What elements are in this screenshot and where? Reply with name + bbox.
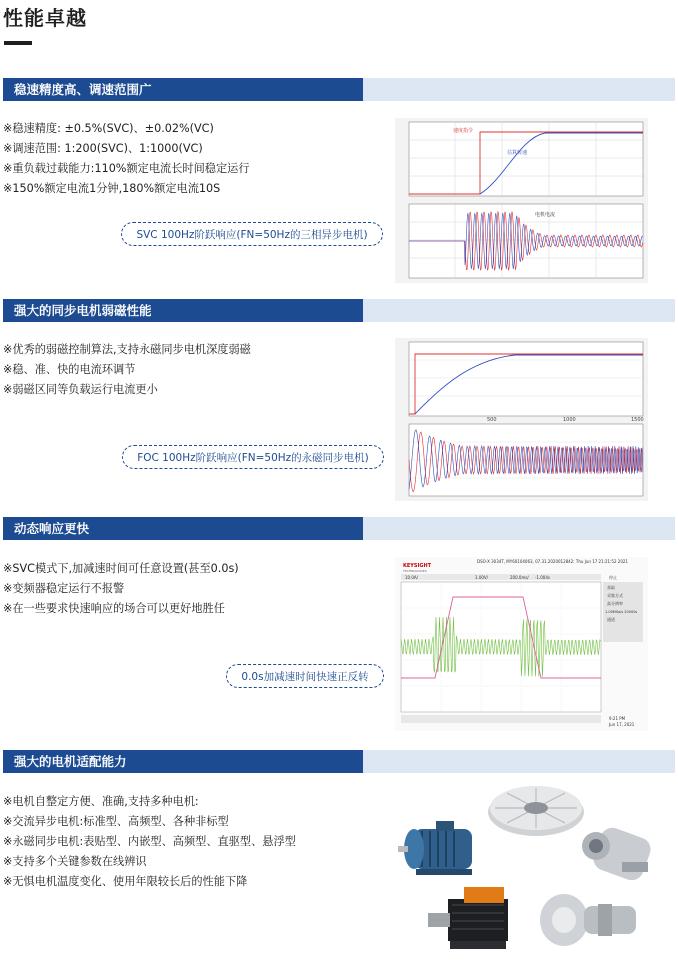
bullet-list-motors [3, 792, 296, 892]
list-item: ※无惧电机温度变化、使用年限较长后的性能下降 [3, 875, 248, 888]
list-item: ※弱磁区同等负载运行电流更小 [3, 383, 158, 396]
scope-brand-sub: TECHNOLOGIES [403, 569, 427, 573]
scope-date: Jun 17, 2021 [609, 722, 635, 727]
scope-panel-label: 获取 [607, 585, 615, 590]
section-heading: 动态响应更快 [3, 517, 363, 540]
list-item: ※重负载过载能力:110%额定电流长时间稳定运行 [3, 162, 250, 175]
list-item: ※支持多个关键参数在线辨识 [3, 855, 147, 868]
caption-svc-step-response: SVC 100Hz阶跃响应(FN=50Hz的三相异步电机) [121, 222, 383, 246]
caption-foc-step-response: FOC 100Hz阶跃响应(FN=50Hz的永磁同步电机) [122, 445, 384, 469]
scope-status: -1.004s [535, 575, 550, 580]
list-item: ※优秀的弱磁控制算法,支持永磁同步电机深度弱磁 [3, 343, 251, 356]
list-item: ※稳速精度: ±0.5%(SVC)、±0.02%(VC) [3, 122, 214, 135]
motor-photo-induction [396, 815, 492, 889]
scope-panel-label: 通道 [607, 617, 615, 622]
list-item: ※调速范围: 1:200(SVC)、1:1000(VC) [3, 142, 203, 155]
section-header-fill [363, 78, 675, 101]
legend-feedback: 估算转速 [507, 150, 528, 156]
section-header-fill [363, 517, 675, 540]
scope-time: 9:21 PM [609, 716, 626, 721]
tick-label: 1000 [563, 417, 576, 423]
section-heading: 强大的同步电机弱磁性能 [3, 299, 363, 322]
scope-status: 1.00V/ [475, 575, 488, 580]
scope-status: 200.0ms/ [510, 575, 529, 580]
tick-label: 1500 [631, 417, 644, 423]
list-item: ※150%额定电流1分钟,180%额定电流10S [3, 182, 221, 195]
oscilloscope-screenshot [395, 557, 648, 731]
page-title: 性能卓越 [3, 6, 87, 30]
scope-panel-label: 采集方式 [607, 593, 623, 598]
bullet-list-flux [3, 340, 251, 400]
list-item: ※永磁同步电机:表贴型、内嵌型、高频型、直驱型、悬浮型 [3, 835, 296, 848]
scope-status: 停止 [609, 575, 617, 580]
motor-photo-suspension [536, 884, 646, 963]
list-item: ※交流异步电机:标准型、高频型、各种非标型 [3, 815, 229, 828]
scope-panel-label: 1.00MSa/s 20000s [605, 610, 638, 614]
list-item: ※稳、准、快的电流环调节 [3, 363, 136, 376]
scope-panel-label: 高分辨率 [607, 601, 623, 606]
section-header-fill [363, 299, 675, 322]
section-heading: 强大的电机适配能力 [3, 750, 363, 773]
section-heading: 稳速精度高、调速范围广 [3, 78, 363, 101]
list-item: ※变频器稳定运行不报警 [3, 582, 125, 595]
section-header-speed-accuracy [3, 78, 675, 101]
scope-brand-logo: KEYSIGHT [403, 563, 432, 569]
list-item: ※在一些要求快速响应的场合可以更好地胜任 [3, 602, 225, 615]
foc-step-response-figure [395, 338, 648, 501]
bullet-list-dynamic [3, 559, 239, 619]
section-header-fill [363, 750, 675, 773]
section-header-flux-weakening [3, 299, 675, 322]
section-header-dynamic-response [3, 517, 675, 540]
scope-status: 10.0A/ [405, 575, 418, 580]
legend-command: 速度指令 [453, 128, 474, 134]
bullet-list-speed [3, 119, 250, 199]
list-item: ※SVC模式下,加减速时间可任意设置(甚至0.0s) [3, 562, 239, 575]
list-item: ※电机自整定方便、准确,支持多种电机: [3, 795, 199, 808]
section-header-motor-adaptation [3, 750, 675, 773]
scope-header: DSO-X 3034T, MY60104063, 07.31.2020012842: Thu Jun 17 21:21:52 2021 [477, 559, 628, 564]
motor-photo-high-frequency [420, 885, 530, 964]
legend-current: 电机电流 [535, 212, 556, 218]
tick-label: 500 [487, 417, 497, 423]
svc-step-response-figure [395, 118, 648, 283]
title-underline [4, 41, 32, 45]
caption-zero-accel: 0.0s加减速时间快速正反转 [226, 664, 384, 688]
